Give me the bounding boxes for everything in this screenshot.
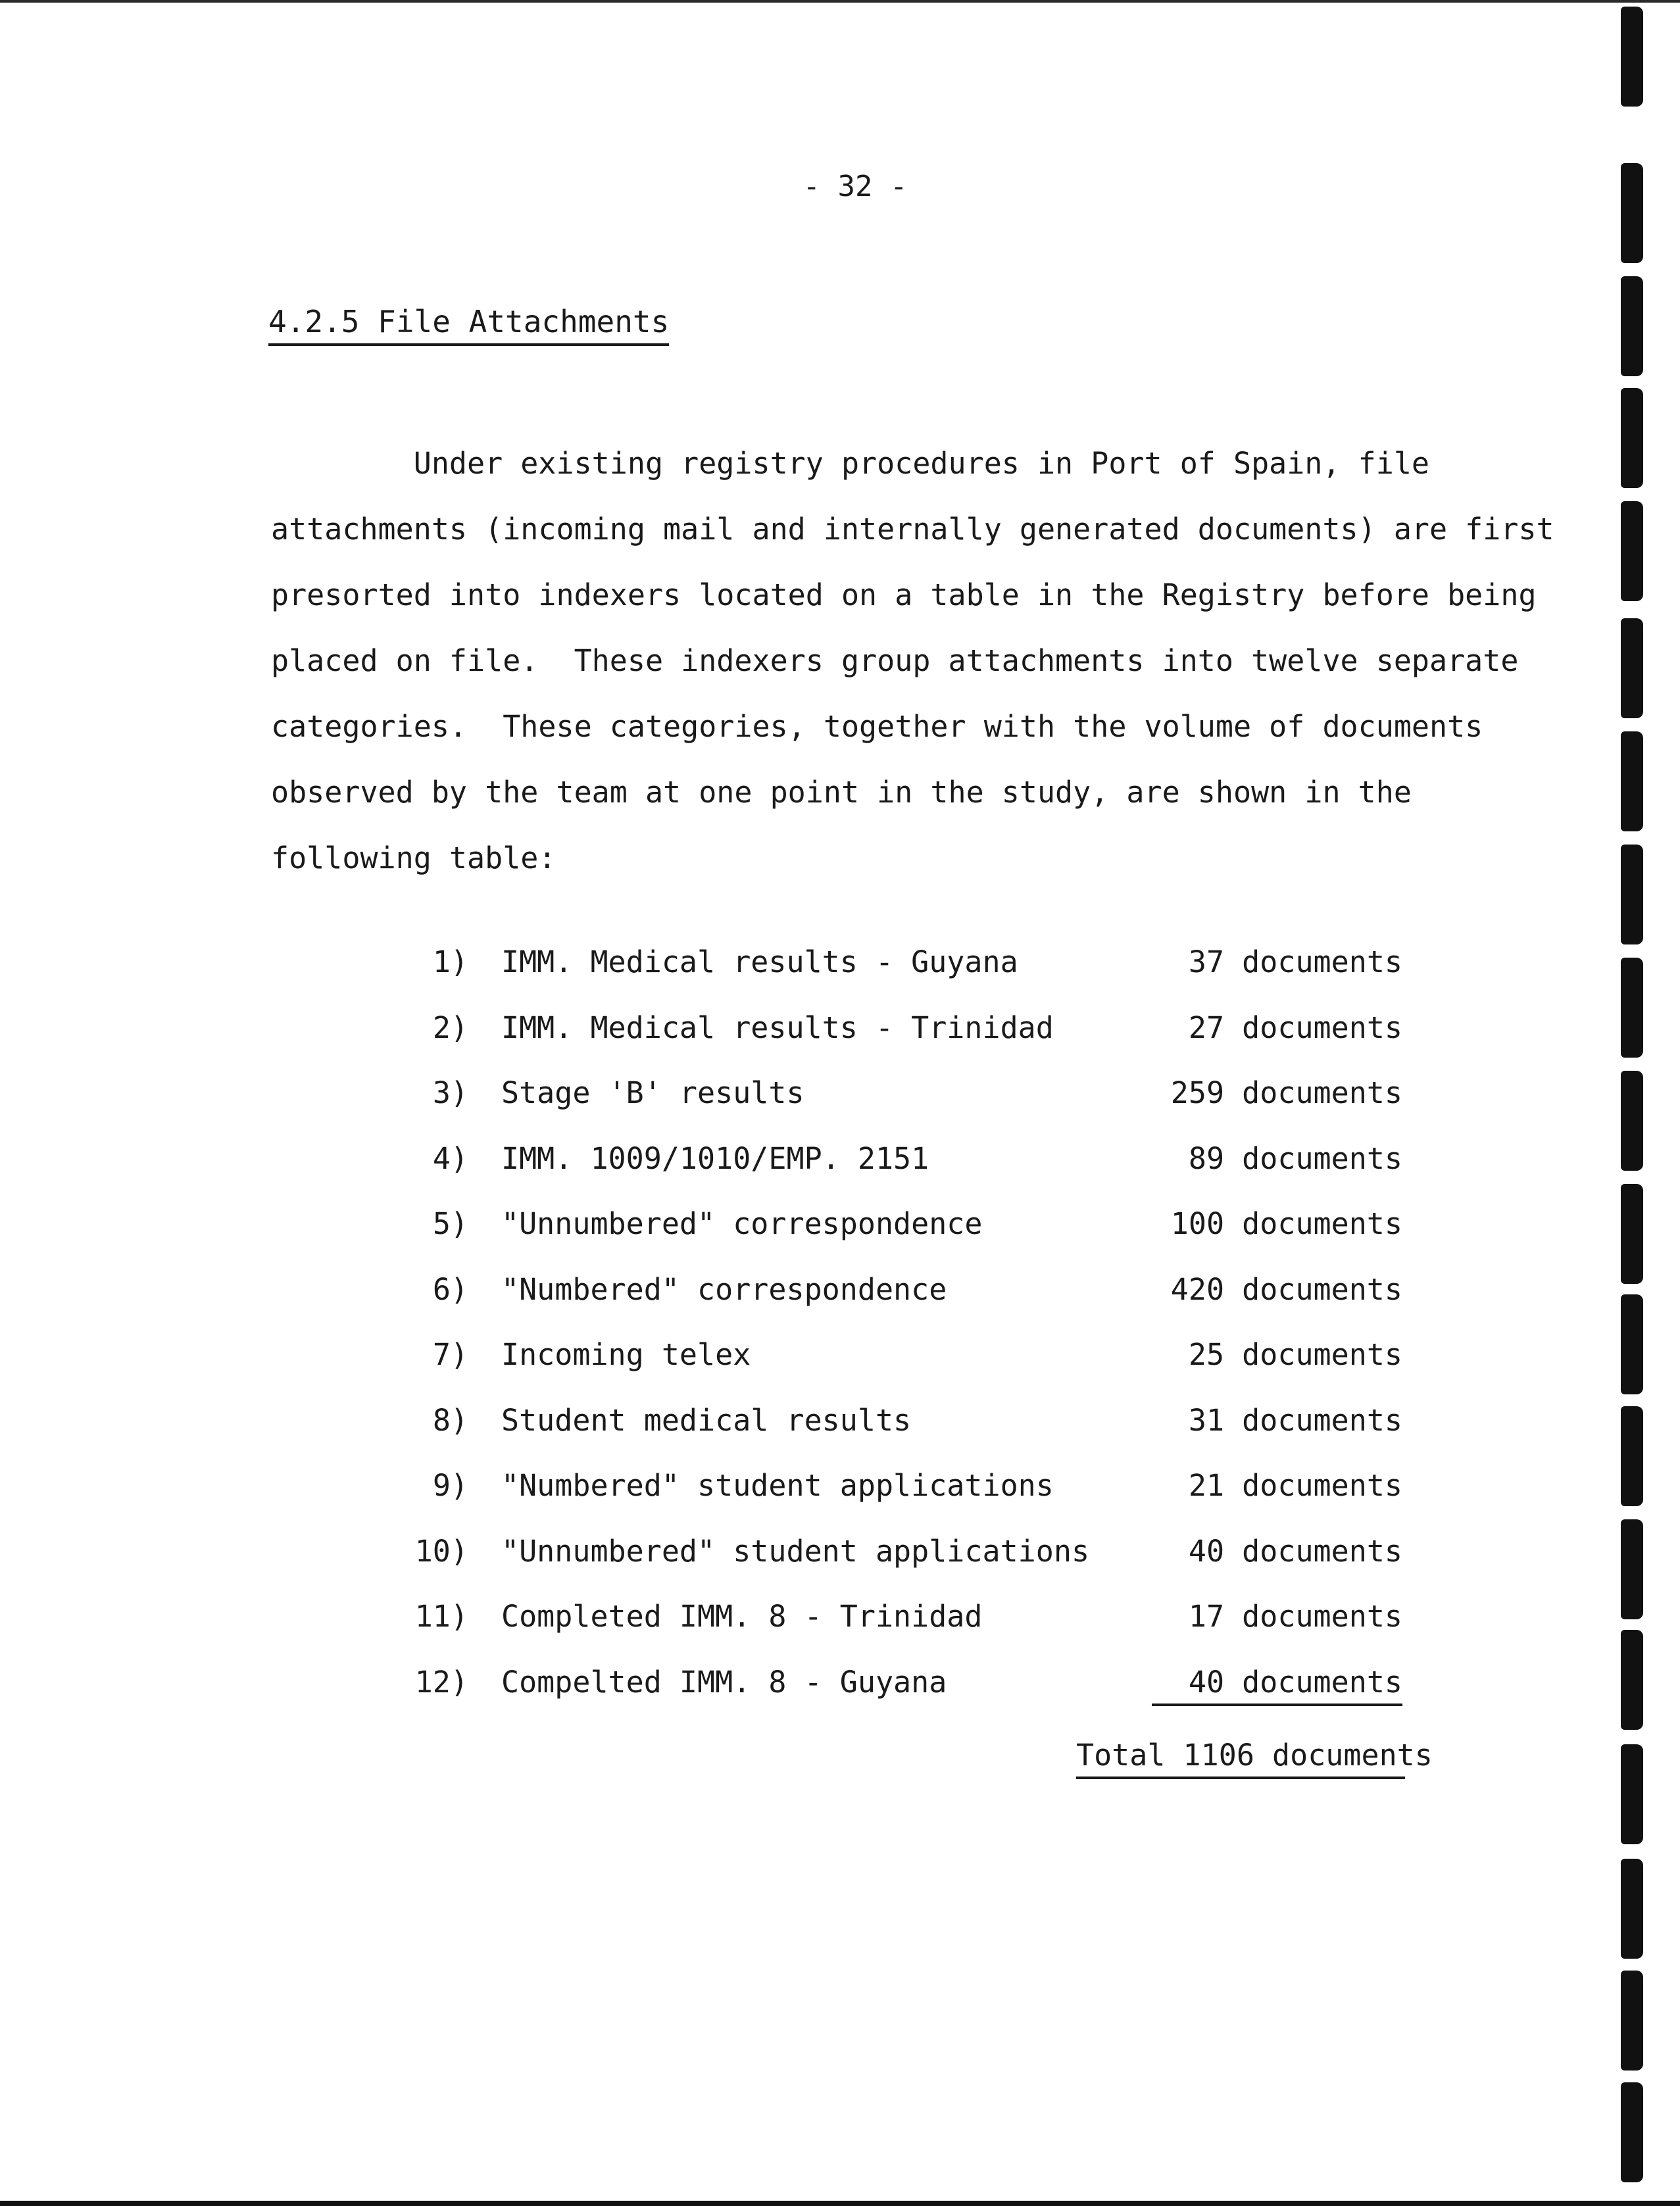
paragraph-line: following table: — [271, 841, 556, 875]
table-row — [395, 1665, 1421, 1730]
table-row — [395, 944, 1421, 1010]
binding-hole — [1621, 1406, 1643, 1506]
row-label: "Numbered" student applications — [501, 1468, 1054, 1503]
row-label: Completed IMM. 8 - Trinidad — [501, 1599, 983, 1634]
binding-hole — [1621, 1971, 1643, 2071]
binding-hole — [1621, 1859, 1643, 1959]
table-row — [395, 1337, 1421, 1403]
row-count: 40 documents — [1188, 1533, 1402, 1569]
binding-hole — [1621, 1294, 1643, 1394]
attachments-table — [395, 944, 1421, 1730]
row-label: IMM. 1009/1010/EMP. 2151 — [501, 1140, 929, 1176]
table-row — [395, 1010, 1421, 1076]
table-row — [395, 1206, 1421, 1272]
binding-holes — [1621, 0, 1654, 2206]
row-count: 17 documents — [1188, 1599, 1402, 1634]
binding-hole — [1621, 1744, 1643, 1844]
table-row — [395, 1534, 1421, 1600]
row-label: "Unnumbered" student applications — [501, 1533, 1090, 1569]
binding-hole — [1621, 845, 1643, 944]
row-label: "Unnumbered" correspondence — [501, 1206, 983, 1241]
binding-hole — [1621, 163, 1643, 263]
paragraph-line: placed on file. These indexers group attachments into twelve separate — [271, 643, 1519, 678]
row-label: Incoming telex — [501, 1337, 751, 1372]
row-label: Student medical results — [501, 1402, 912, 1438]
row-number: 1) — [432, 944, 468, 979]
row-number: 3) — [432, 1075, 468, 1110]
table-row — [395, 1141, 1421, 1207]
paragraph-line: observed by the team at one point in the study, are shown in the — [271, 775, 1412, 810]
row-label: "Numbered" correspondence — [501, 1271, 947, 1307]
row-number: 10) — [414, 1533, 468, 1569]
row-number: 11) — [414, 1599, 468, 1634]
table-row — [395, 1075, 1421, 1141]
binding-hole — [1621, 958, 1643, 1058]
table-row — [395, 1468, 1421, 1534]
paragraph-line: Under existing registry procedures in Port of Spain, file — [271, 446, 1429, 481]
row-number: 5) — [432, 1206, 468, 1241]
page-number: - 32 - — [803, 170, 908, 203]
binding-hole — [1621, 731, 1643, 831]
row-count: 100 documents — [1170, 1206, 1402, 1241]
row-number: 9) — [432, 1468, 468, 1503]
row-count: 21 documents — [1188, 1468, 1402, 1503]
row-count: 37 documents — [1188, 944, 1402, 979]
row-number: 12) — [414, 1664, 468, 1700]
binding-hole — [1621, 7, 1643, 107]
paragraph-line: presorted into indexers located on a table in the Registry before being — [271, 577, 1537, 612]
row-count: 259 documents — [1170, 1075, 1402, 1110]
row-number: 8) — [432, 1402, 468, 1438]
binding-hole — [1621, 2082, 1643, 2182]
binding-hole — [1621, 276, 1643, 376]
binding-hole — [1621, 1184, 1643, 1284]
binding-hole — [1621, 1519, 1643, 1619]
table-row — [395, 1599, 1421, 1665]
paragraph-line: categories. These categories, together with the volume of documents — [271, 709, 1483, 744]
row-count: 89 documents — [1188, 1140, 1402, 1176]
binding-hole — [1621, 1071, 1643, 1171]
binding-hole — [1621, 388, 1643, 488]
row-label: IMM. Medical results - Guyana — [501, 944, 1018, 979]
row-count: 27 documents — [1188, 1010, 1402, 1045]
row-number: 2) — [432, 1010, 468, 1045]
table-row — [395, 1272, 1421, 1338]
row-count: 25 documents — [1188, 1337, 1402, 1372]
row-label: Compelted IMM. 8 - Guyana — [501, 1664, 947, 1700]
row-number: 7) — [432, 1337, 468, 1372]
paragraph-line: attachments (incoming mail and internally generated documents) are first — [271, 512, 1554, 547]
body-paragraph — [271, 431, 1554, 891]
table-row — [395, 1403, 1421, 1469]
binding-hole — [1621, 501, 1643, 601]
binding-hole — [1621, 1630, 1643, 1730]
table-total: Total 1106 documents — [1076, 1738, 1405, 1779]
row-label: IMM. Medical results - Trinidad — [501, 1010, 1054, 1045]
row-number: 4) — [432, 1140, 468, 1176]
row-count: 31 documents — [1188, 1402, 1402, 1438]
row-number: 6) — [432, 1271, 468, 1307]
row-label: Stage 'B' results — [501, 1075, 804, 1110]
row-count: 420 documents — [1170, 1271, 1402, 1307]
row-count-subtotal: 40 documents — [1152, 1665, 1402, 1706]
section-heading: 4.2.5 File Attachments — [268, 304, 669, 346]
binding-hole — [1621, 618, 1643, 718]
